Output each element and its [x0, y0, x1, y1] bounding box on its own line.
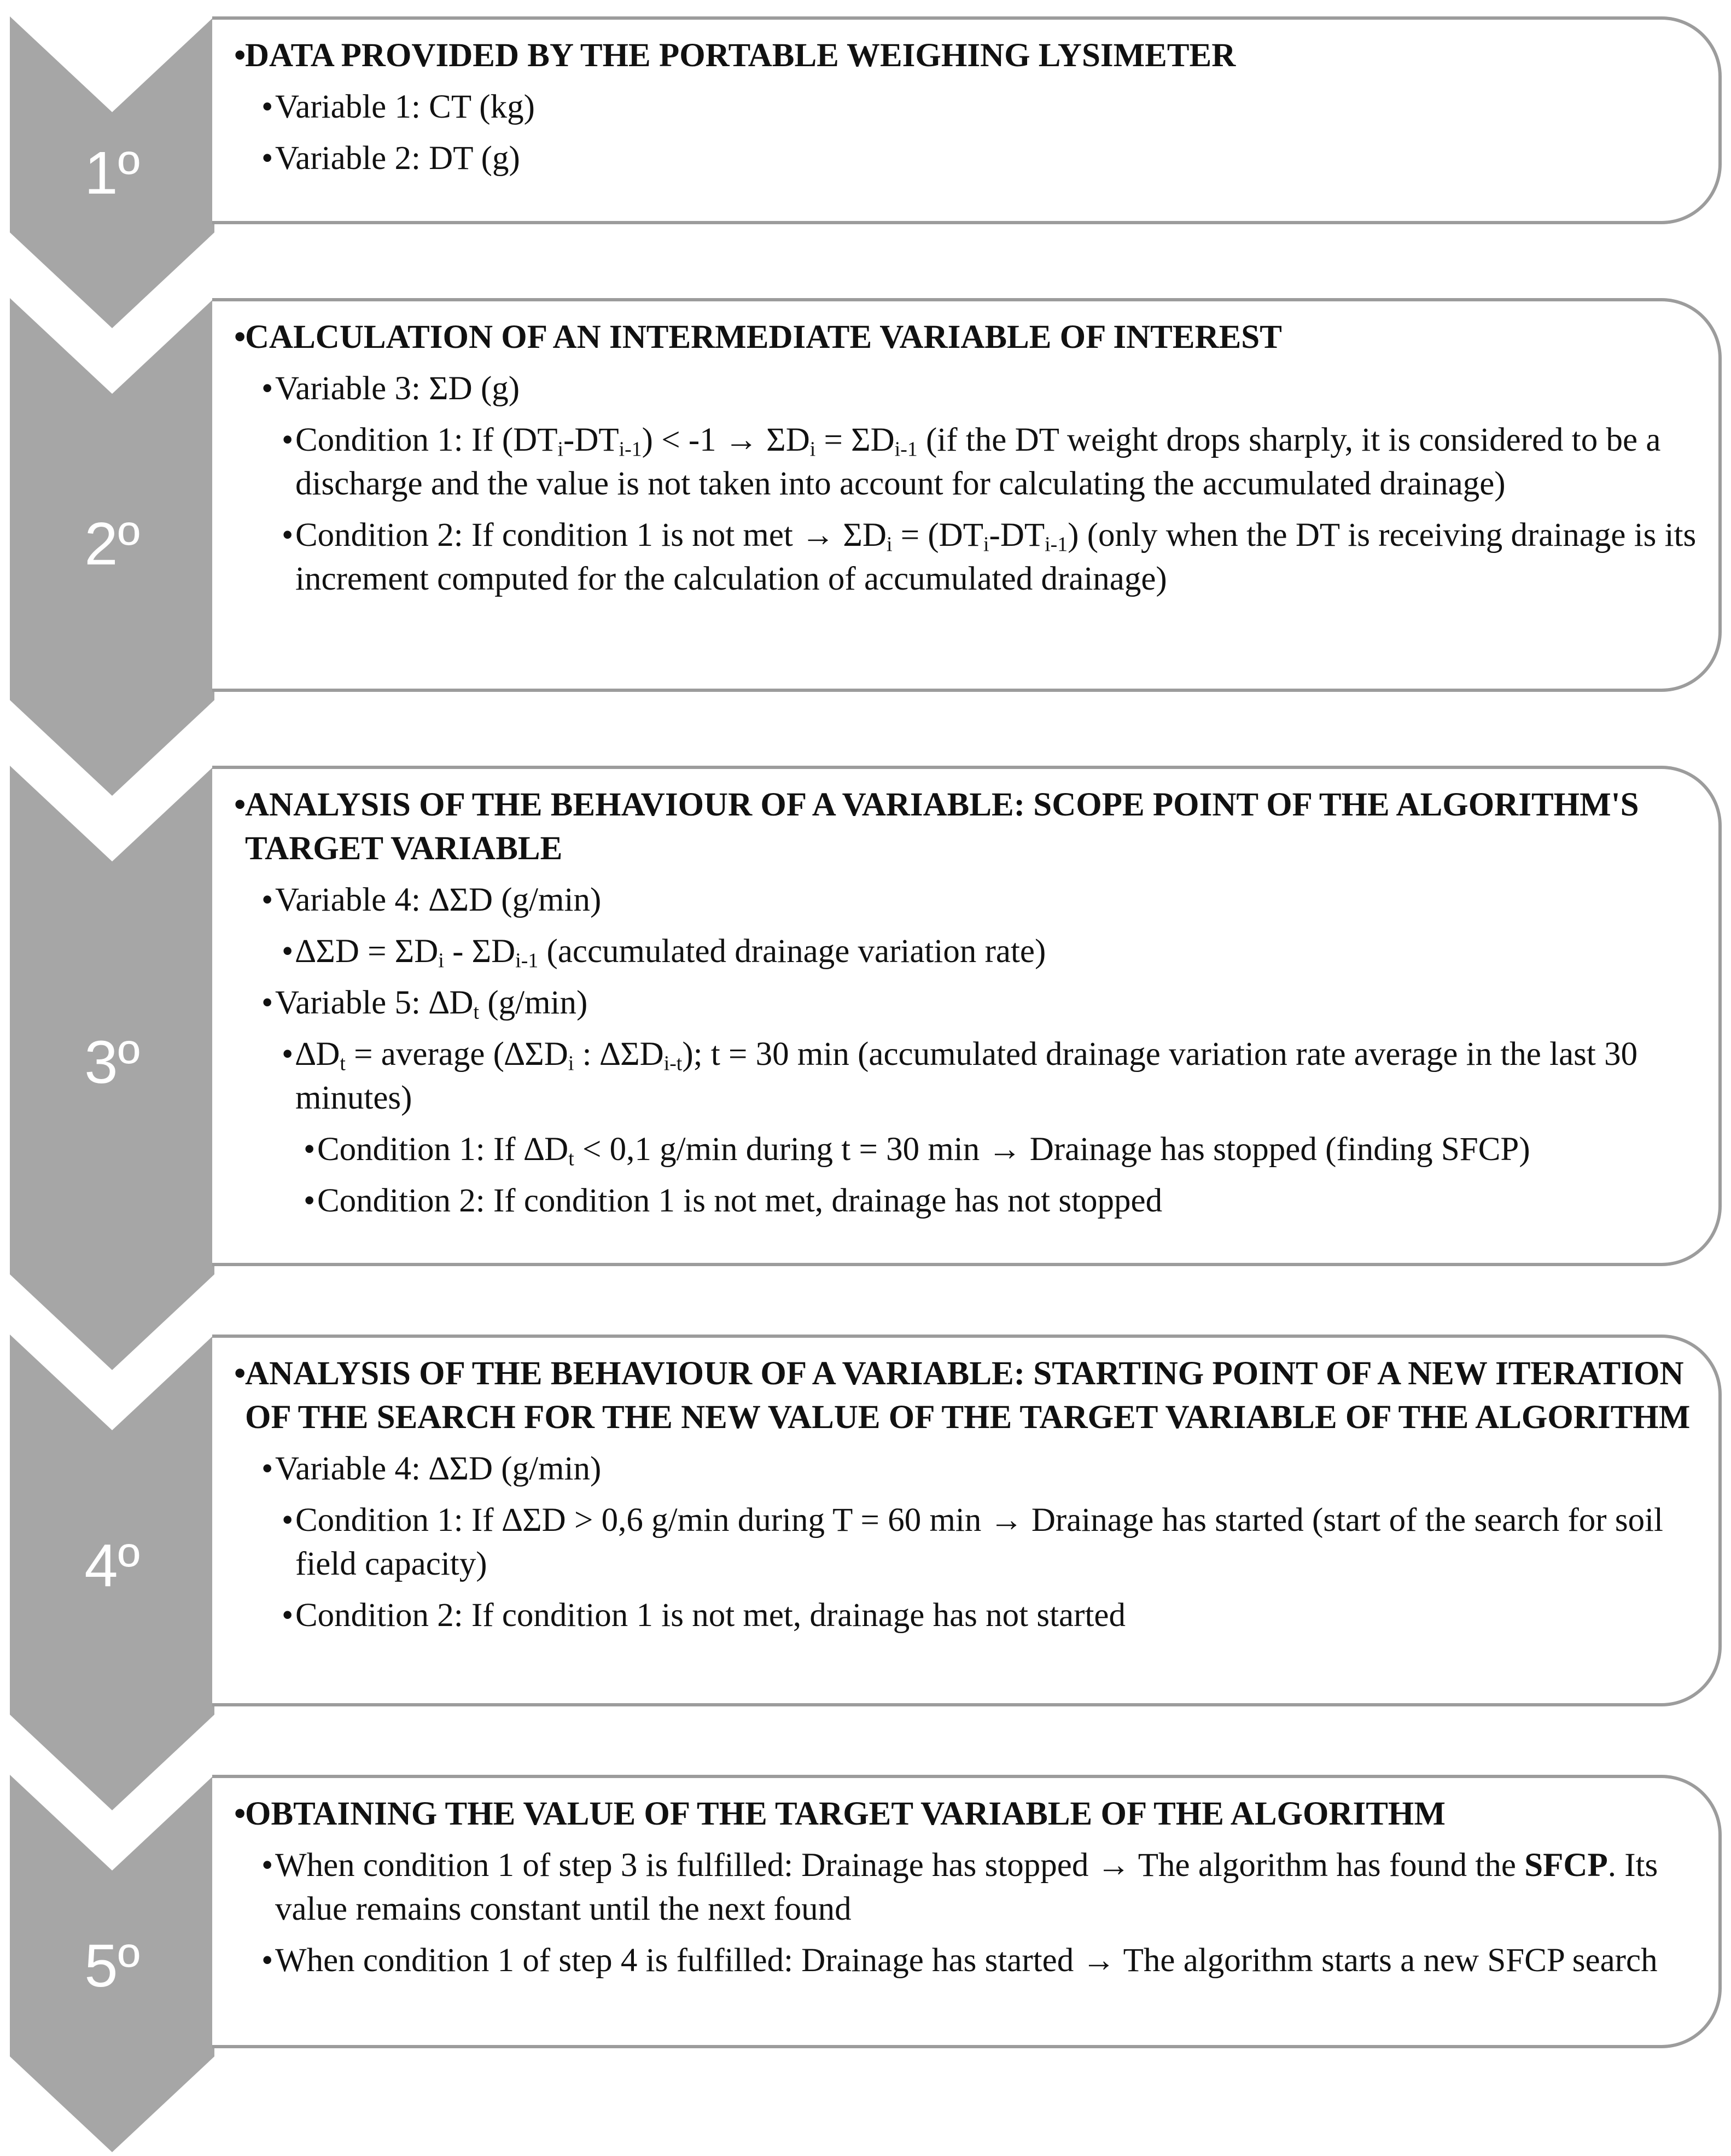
step-box-2 — [212, 298, 1722, 692]
step-3-formula-1: • $\Delta\Sigma D = \Sigma D_i - \Sigma D_{i-1}$ (accumulated drainage variation rate) — [212, 930, 1697, 974]
step-5-item-1: • When condition 1 of step 3 is fulfilled: Drainage has stopped → The algorithm has found the SFCP. Its value remains constant until the next found — [212, 1844, 1697, 1931]
step-number-3: 3º — [84, 1029, 140, 1096]
step-1-variable-2: • Variable 2: DT (g) — [212, 137, 1697, 180]
step-3-variable-5: • Variable 5: $\Delta D_t$ (g/min) — [212, 981, 1697, 1025]
step-4-condition-2: • Condition 2: If condition 1 is not met, drainage has not started — [212, 1594, 1697, 1638]
step-2-condition-1: • Condition 1: If $(DT_i-DT_{i-1}) < -1 \to \Sigma D_i = \Sigma D_{i-1}$ (if the DT weight drops sharply, it is considered to be a discharge and the value is not taken into account for calculating the accumulated drainage) — [212, 418, 1697, 506]
step-2-variable-3: • Variable 3: ΣD (g) — [212, 367, 1697, 411]
step-1-variable-1: • Variable 1: CT (kg) — [212, 85, 1697, 129]
step-5-item-2: • When condition 1 of step 4 is fulfilled: Drainage has started → The algorithm starts a new SFCP search — [212, 1939, 1697, 1983]
step-4-condition-1: • Condition 1: If ∆ΣD > 0,6 g/min during T = 60 min → Drainage has started (start of the search for soil field capacity) — [212, 1499, 1697, 1586]
step-number-2: 2º — [84, 510, 140, 578]
step-3-condition-1: • Condition 1: If $\Delta D_t < 0,1$ g/min during t = 30 min → Drainage has stopped (finding SFCP) — [212, 1128, 1697, 1172]
step-2-condition-2: • Condition 2: If condition 1 is not met → $\Sigma D_i = (DT_i-DT_{i-1})$ (only when the DT is receiving drainage is its increment computed for the calculation of accumulated drainage) — [212, 514, 1697, 601]
step-1-heading: • DATA PROVIDED BY THE PORTABLE WEIGHING LYSIMETER — [212, 34, 1697, 78]
step-5-heading: • OBTAINING THE VALUE OF THE TARGET VARIABLE OF THE ALGORITHM — [212, 1792, 1697, 1836]
step-number-4: 4º — [84, 1532, 140, 1599]
step-3-formula-2: • $\Delta D_t$ = average ($\Delta\Sigma D_i$ : $\Delta\Sigma D_{i-t}$); t = 30 min (accumulated drainage variation rate average in the last 30 minutes) — [212, 1033, 1697, 1120]
step-number-5: 5º — [84, 1932, 140, 2000]
step-4-variable-4: • Variable 4: ∆ΣD (g/min) — [212, 1447, 1697, 1491]
step-box-3 — [212, 766, 1722, 1266]
step-4-heading: • ANALYSIS OF THE BEHAVIOUR OF A VARIABLE: STARTING POINT OF A NEW ITERATION OF THE SEARCH FOR THE NEW VALUE OF THE TARGET VARIABLE OF THE ALGORITHM — [212, 1352, 1697, 1440]
step-number-1: 1º — [84, 139, 140, 207]
step-box-4 — [212, 1335, 1722, 1706]
step-box-5 — [212, 1775, 1722, 2048]
step-3-condition-2: • Condition 2: If condition 1 is not met, drainage has not stopped — [212, 1179, 1697, 1223]
step-3-heading: • ANALYSIS OF THE BEHAVIOUR OF A VARIABLE: SCOPE POINT OF THE ALGORITHM'S TARGET VARIABLE — [212, 783, 1697, 871]
step-2-heading: • CALCULATION OF AN INTERMEDIATE VARIABLE OF INTEREST — [212, 316, 1697, 359]
step-box-1 — [212, 16, 1722, 224]
step-3-variable-4: • Variable 4: ∆ΣD (g/min) — [212, 878, 1697, 922]
